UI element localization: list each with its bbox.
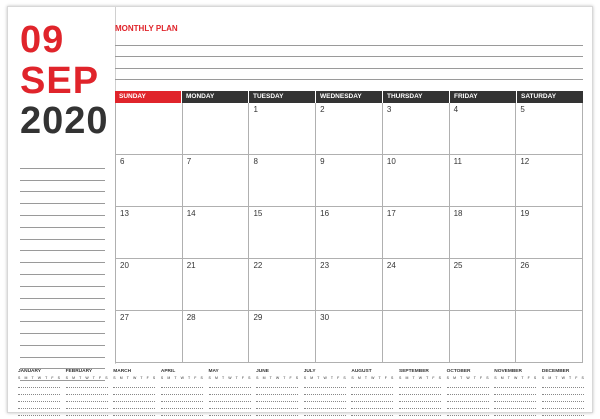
mini-day-letters	[66, 376, 108, 380]
mini-day-letter: T	[507, 376, 510, 380]
weekday-tuesday: TUESDAY	[249, 91, 316, 103]
week-row	[115, 103, 583, 155]
mini-day-letter: S	[160, 376, 164, 380]
weekday-header	[115, 91, 583, 103]
mini-day-letter: T	[555, 376, 558, 380]
mini-month-name: MARCH	[113, 369, 132, 374]
mini-day-letter: M	[405, 376, 409, 380]
mini-day-letters	[399, 376, 441, 380]
mini-day-letter: F	[575, 376, 578, 380]
mini-day-letter: F	[527, 376, 530, 380]
day-cell[interactable]: 19	[515, 207, 583, 258]
mini-day-letter: S	[541, 376, 545, 380]
mini-day-letter: T	[79, 376, 82, 380]
mini-calendar	[66, 369, 108, 416]
day-cell[interactable]: 11	[449, 155, 516, 206]
mini-month-name: NOVEMBER	[494, 369, 522, 374]
day-cell[interactable]: 24	[382, 259, 449, 310]
day-cell[interactable]	[449, 311, 516, 362]
weekday-thursday: THURSDAY	[383, 91, 450, 103]
mini-day-letter: S	[295, 376, 299, 380]
mini-day-letter: M	[310, 376, 314, 380]
day-cell[interactable]: 22	[248, 259, 315, 310]
year: 2020	[20, 100, 109, 142]
mini-day-letter: W	[561, 376, 565, 380]
day-cell[interactable]: 17	[382, 207, 449, 258]
day-cell[interactable]: 3	[382, 103, 449, 154]
mini-day-letter: S	[303, 376, 307, 380]
mini-day-letter: T	[269, 376, 272, 380]
day-cell[interactable]	[382, 311, 449, 362]
week-row	[115, 259, 583, 311]
week-row	[115, 311, 583, 363]
day-cell[interactable]: 2	[315, 103, 382, 154]
mini-month-name: APRIL	[160, 369, 176, 374]
mini-day-letter: W	[180, 376, 184, 380]
weekday-saturday: SATURDAY	[517, 91, 583, 103]
mini-month-name: AUGUST	[351, 369, 372, 374]
mini-day-letter: T	[364, 376, 367, 380]
mini-day-letters	[113, 376, 155, 380]
mini-day-letter: W	[85, 376, 89, 380]
mini-day-letter: T	[221, 376, 225, 380]
mini-day-letters	[494, 376, 536, 380]
week-row	[115, 155, 583, 207]
mini-day-letter: W	[418, 376, 423, 380]
mini-day-letter: F	[146, 376, 149, 380]
mini-day-letter: W	[132, 376, 137, 380]
mini-day-letter: S	[200, 376, 203, 380]
mini-calendar	[542, 369, 584, 416]
mini-day-letter: S	[65, 376, 68, 380]
mini-day-letter: F	[384, 376, 387, 380]
day-cell[interactable]: 4	[449, 103, 516, 154]
mini-day-letters	[161, 376, 203, 380]
mini-day-letter: S	[343, 376, 346, 380]
mini-calendar	[209, 369, 251, 416]
mini-day-letter: M	[357, 376, 361, 380]
mini-day-letter: S	[152, 376, 156, 380]
mini-day-letter: S	[105, 376, 108, 380]
mini-day-letters	[209, 376, 251, 380]
mini-day-letter: W	[466, 376, 470, 380]
day-cell[interactable]: 20	[115, 259, 182, 310]
day-cell[interactable]: 10	[382, 155, 449, 206]
day-cell[interactable]: 26	[515, 259, 583, 310]
calendar-page	[7, 6, 593, 413]
mini-day-letter: M	[214, 376, 218, 380]
mini-day-letter: S	[248, 376, 251, 380]
mini-day-letters	[351, 376, 393, 380]
mini-day-letters	[447, 376, 489, 380]
day-cell[interactable]: 5	[515, 103, 583, 154]
mini-day-letter: T	[45, 376, 48, 380]
mini-day-letter: F	[51, 376, 54, 380]
mini-month-name: JULY	[303, 369, 316, 374]
mini-day-letter: S	[494, 376, 497, 380]
mini-day-letter: W	[37, 376, 42, 380]
mini-day-letter: S	[399, 376, 402, 380]
mini-day-letter: S	[113, 376, 116, 380]
mini-day-letter: W	[228, 376, 232, 380]
mini-day-letter: T	[92, 376, 95, 380]
day-cell[interactable]: 30	[315, 311, 382, 362]
mini-day-letter: W	[371, 376, 375, 380]
mini-month-name: MAY	[208, 369, 219, 374]
mini-day-letter: T	[330, 376, 334, 380]
mini-calendar	[351, 369, 393, 416]
mini-day-letter: T	[426, 376, 429, 380]
mini-month-name: JUNE	[256, 369, 269, 374]
mini-calendar	[256, 369, 298, 416]
mini-day-letter: T	[283, 376, 286, 380]
mini-day-letter: M	[262, 376, 266, 380]
day-cell[interactable]: 1	[248, 103, 315, 154]
mini-day-letters	[542, 376, 584, 380]
mini-day-letter: F	[289, 376, 292, 380]
mini-day-letter: S	[18, 376, 21, 380]
day-cell[interactable]: 21	[182, 259, 249, 310]
mini-day-letter: S	[57, 376, 60, 380]
day-cell[interactable]: 13	[115, 207, 182, 258]
day-cell[interactable]: 29	[248, 311, 315, 362]
mini-day-letter: S	[351, 376, 354, 380]
mini-day-letter: F	[337, 376, 340, 380]
day-cell[interactable]: 27	[115, 311, 182, 362]
mini-calendar	[399, 369, 441, 416]
month-number: 09	[20, 19, 65, 61]
day-cell[interactable]: 12	[515, 155, 583, 206]
mini-day-letter: M	[72, 376, 75, 380]
day-cell[interactable]: 23	[315, 259, 382, 310]
mini-month-name: OCTOBER	[446, 369, 471, 374]
mini-calendar	[113, 369, 155, 416]
mini-day-letter: S	[391, 376, 394, 380]
mini-day-letter: S	[581, 376, 584, 380]
mini-day-letter: T	[473, 376, 476, 380]
notes-lines	[20, 157, 108, 381]
mini-calendar	[494, 369, 536, 416]
mini-month-name: SEPTEMBER	[399, 369, 429, 374]
mini-day-letter: F	[99, 376, 102, 380]
day-cell[interactable]: 18	[449, 207, 516, 258]
day-cell[interactable]: 6	[115, 155, 182, 206]
mini-day-letter: W	[275, 376, 280, 380]
mini-day-letters	[18, 376, 60, 380]
mini-day-letter: T	[521, 376, 524, 380]
calendar-grid	[115, 91, 583, 363]
mini-day-letters	[304, 376, 346, 380]
mini-day-letters	[256, 376, 298, 380]
day-cell[interactable]	[115, 103, 182, 154]
mini-day-letter: T	[378, 376, 381, 380]
day-cell[interactable]: 14	[182, 207, 249, 258]
day-cell[interactable]: 9	[315, 155, 382, 206]
mini-day-letter: M	[453, 376, 456, 380]
day-cell[interactable]: 28	[182, 311, 249, 362]
day-cell[interactable]: 25	[449, 259, 516, 310]
day-cell[interactable]	[182, 103, 249, 154]
mini-day-letter: T	[569, 376, 572, 380]
mini-calendar	[304, 369, 346, 416]
mini-month-name: DECEMBER	[541, 369, 570, 374]
mini-day-letter: W	[513, 376, 518, 380]
mini-day-letter: M	[24, 376, 28, 380]
day-cell[interactable]	[515, 311, 583, 362]
mini-calendars	[18, 369, 584, 416]
day-cell[interactable]: 7	[182, 155, 249, 206]
mini-day-letter: M	[119, 376, 123, 380]
day-cell[interactable]: 15	[248, 207, 315, 258]
mini-day-letter: T	[317, 376, 320, 380]
mini-day-letter: T	[460, 376, 463, 380]
mini-day-letter: S	[486, 376, 489, 380]
mini-calendar	[18, 369, 60, 416]
mini-day-letter: T	[188, 376, 191, 380]
mini-day-letter: W	[323, 376, 327, 380]
mini-day-letter: S	[256, 376, 259, 380]
mini-day-letter: S	[533, 376, 537, 380]
mini-day-letter: T	[140, 376, 143, 380]
mini-day-letter: T	[126, 376, 129, 380]
mini-day-letter: F	[194, 376, 197, 380]
weekday-monday: MONDAY	[182, 91, 249, 103]
mini-month-name: FEBRUARY	[65, 369, 93, 374]
monthly-plan-title: MONTHLY PLAN	[115, 24, 178, 33]
sidebar	[8, 7, 116, 364]
mini-day-letter: M	[167, 376, 171, 380]
mini-day-letter: S	[438, 376, 441, 380]
week-row	[115, 207, 583, 259]
mini-day-letter: F	[241, 376, 245, 380]
weekday-wednesday: WEDNESDAY	[316, 91, 383, 103]
mini-day-letter: T	[412, 376, 415, 380]
day-cell[interactable]: 8	[248, 155, 315, 206]
mini-day-letter: T	[31, 376, 34, 380]
mini-day-letter: M	[548, 376, 552, 380]
mini-day-letter: F	[432, 376, 435, 380]
mini-calendar	[161, 369, 203, 416]
mini-day-letter: M	[500, 376, 504, 380]
weekday-friday: FRIDAY	[450, 91, 517, 103]
mini-day-letter: S	[208, 376, 211, 380]
mini-day-letter: S	[446, 376, 449, 380]
plan-lines	[115, 34, 583, 92]
month-abbreviation: SEP	[20, 60, 100, 102]
day-cell[interactable]: 16	[315, 207, 382, 258]
weekday-sunday: SUNDAY	[115, 91, 182, 103]
mini-day-letter: T	[174, 376, 177, 380]
mini-day-letter: T	[235, 376, 238, 380]
mini-month-name: JANUARY	[18, 369, 42, 374]
mini-day-letter: F	[480, 376, 483, 380]
mini-calendar	[447, 369, 489, 416]
